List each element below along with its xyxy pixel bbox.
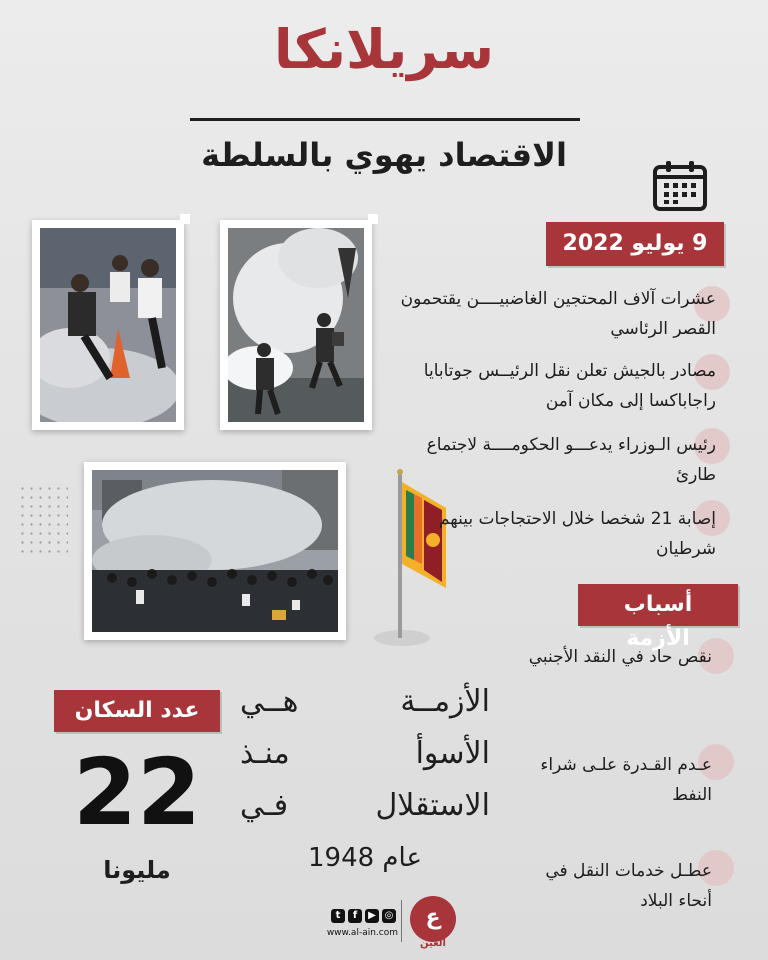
- page-title: سريلانكا: [274, 18, 494, 81]
- population-value: 22: [72, 739, 202, 846]
- photo-image: [92, 470, 338, 632]
- crisis-line: الاستقلال فـي: [240, 788, 490, 823]
- youtube-icon[interactable]: ▶: [365, 909, 379, 923]
- population-label: عدد السكان: [54, 690, 220, 732]
- crisis-line: الأسوأ منـذ: [240, 736, 490, 771]
- footer-divider: [401, 900, 402, 942]
- brand-logo: ع: [410, 896, 456, 942]
- page-subtitle: الاقتصاد يهوي بالسلطة: [201, 136, 567, 174]
- social-icons: [320, 906, 396, 926]
- event-item: رئيس الـوزراء يدعـــو الحكومــــة لاجتماع طارئ: [426, 435, 716, 485]
- calendar-icon: [652, 160, 708, 212]
- crisis-line: الأزمــة هــي: [240, 684, 490, 719]
- photo-image: [228, 228, 364, 422]
- crisis-statement: [240, 676, 490, 884]
- title-divider: [190, 118, 580, 121]
- twitter-icon[interactable]: t: [331, 909, 345, 923]
- protest-photo-3: [84, 462, 346, 640]
- protest-photo-1: [32, 220, 184, 430]
- cause-item: نقص حاد في النقد الأجنبي: [528, 647, 712, 667]
- event-item: إصابة 21 شخصا خلال الاحتجاجات بينهم شرطيان: [438, 509, 716, 559]
- facebook-icon[interactable]: f: [348, 909, 362, 923]
- photo-pin: [180, 214, 190, 224]
- brand-name: العين: [420, 938, 446, 949]
- protest-photo-2: [220, 220, 372, 430]
- cause-item: عطـل خدمات النقل في أنحاء البلاد: [545, 861, 712, 911]
- dot-grid-decoration: [18, 484, 68, 554]
- event-item: عشرات آلاف المحتجين الغاضبيــــن يقتحمون القصر الرئاسي: [400, 289, 716, 339]
- population-unit: مليونا: [103, 856, 171, 884]
- causes-heading: أسباب الأزمة: [578, 584, 738, 626]
- event-item: مصادر بالجيش تعلن نقل الرئيــس جوتابايا راجاباكسا إلى مكان آمن: [423, 361, 716, 411]
- photo-image: [40, 228, 176, 422]
- cause-item: عـدم القـدرة علـى شراء النفط: [540, 755, 712, 805]
- date-badge: 9 يوليو 2022: [546, 222, 724, 266]
- photo-pin: [368, 214, 378, 224]
- website-link[interactable]: www.al-ain.com: [326, 928, 398, 938]
- crisis-line: عام 1948: [308, 843, 422, 873]
- instagram-icon[interactable]: ◎: [382, 909, 396, 923]
